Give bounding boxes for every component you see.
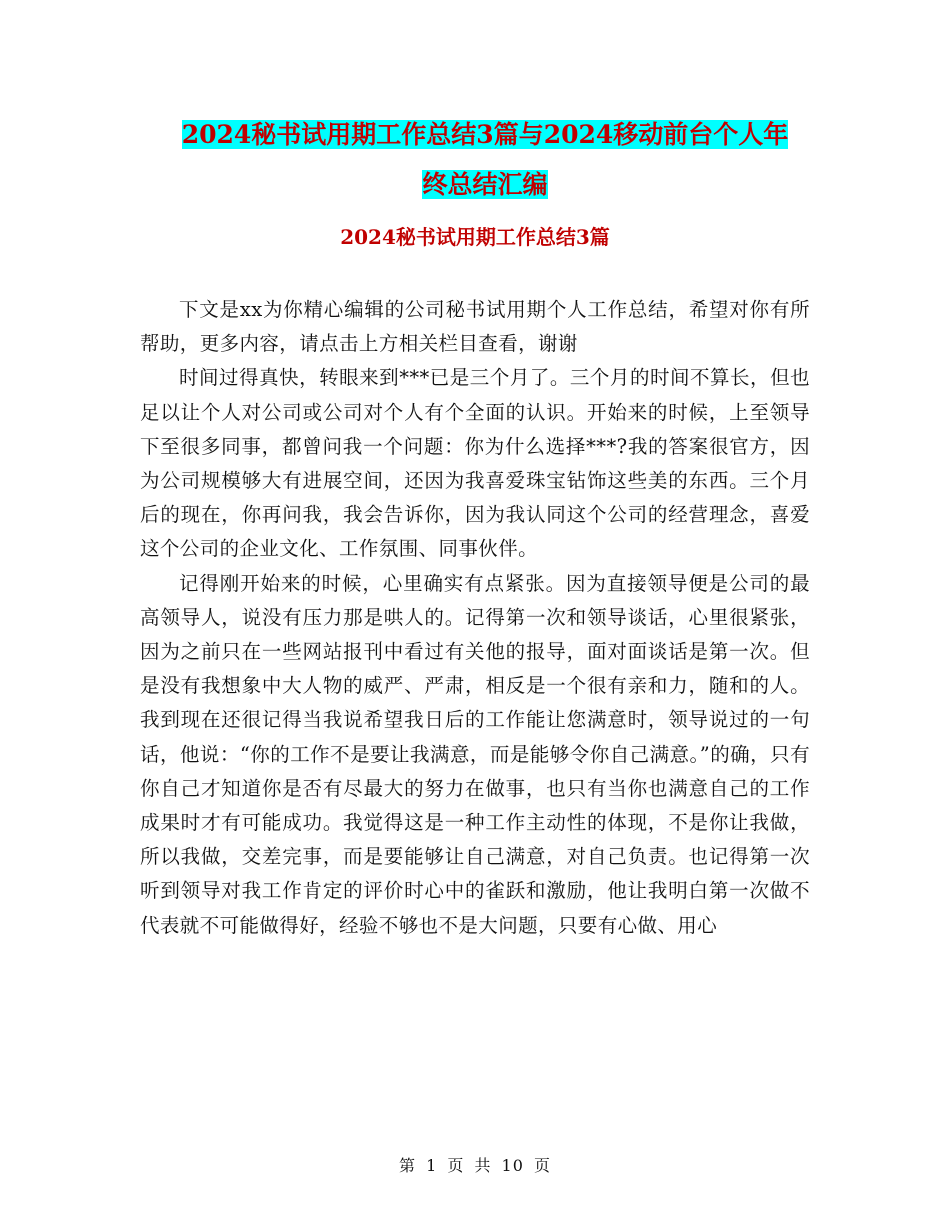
page-number-footer: 第 1 页 共 10 页 bbox=[399, 1156, 551, 1175]
body-paragraph-3: 记得刚开始来的时候，心里确实有点紧张。因为直接领导便是公司的最高领导人，说没有压力那是哄人的。记得第一次和领导谈话，心里很紧张，因为之前只在一些网站报刊中看过有关他的报导，面对面谈话是第一次。但是没有我想象中大人物的威严、严肃，相反是一个很有亲和力，随和的人。我到现在还很记得当我说希望我日后的工作能让您满意时，领导说过的一句话，他说：“你的工作不是要让我满意，而是能够令你自己满意。”的确，只有你自己才知道你是否有尽最大的努力在做事，也只有当你也满意自己的工作成果时才有可能成功。我觉得这是一种工作主动性的体现，不是你让我做，所以我做，交差完事，而是要能够让自己满意，对自己负责。也记得第一次听到领导对我工作肯定的评价时心中的雀跃和激励，他让我明白第一次做不代表就不可能做得好，经验不够也不是大问题，只要有心做、用心 bbox=[140, 571, 810, 937]
body-paragraph-2: 时间过得真快，转眼来到***已是三个月了。三个月的时间不算长，但也足以让个人对公司或公司对个人有个全面的认识。开始来的时候，上至领导下至很多同事，都曾问我一个问题：你为什么选择***?我的答案很官方，因为公司规模够大有进展空间，还因为我喜爱珠宝钻饰这些美的东西。三个月后的现在，你再问我，我会告诉你，因为我认同这个公司的经营理念，喜爱这个公司的企业文化、工作氛围、同事伙伴。 bbox=[140, 366, 810, 561]
document-title-line-1: 2024秘书试用期工作总结3篇与2024移动前台个人年 bbox=[181, 120, 789, 149]
section-title: 2024秘书试用期工作总结3篇 bbox=[340, 225, 610, 249]
document-title bbox=[140, 110, 830, 210]
body-paragraph-1: 下文是xx为你精心编辑的公司秘书试用期个人工作总结，希望对你有所帮助，更多内容，请点击上方相关栏目查看，谢谢 bbox=[140, 298, 810, 356]
document-body bbox=[140, 293, 810, 943]
document-title-line-2: 终总结汇编 bbox=[422, 170, 548, 199]
